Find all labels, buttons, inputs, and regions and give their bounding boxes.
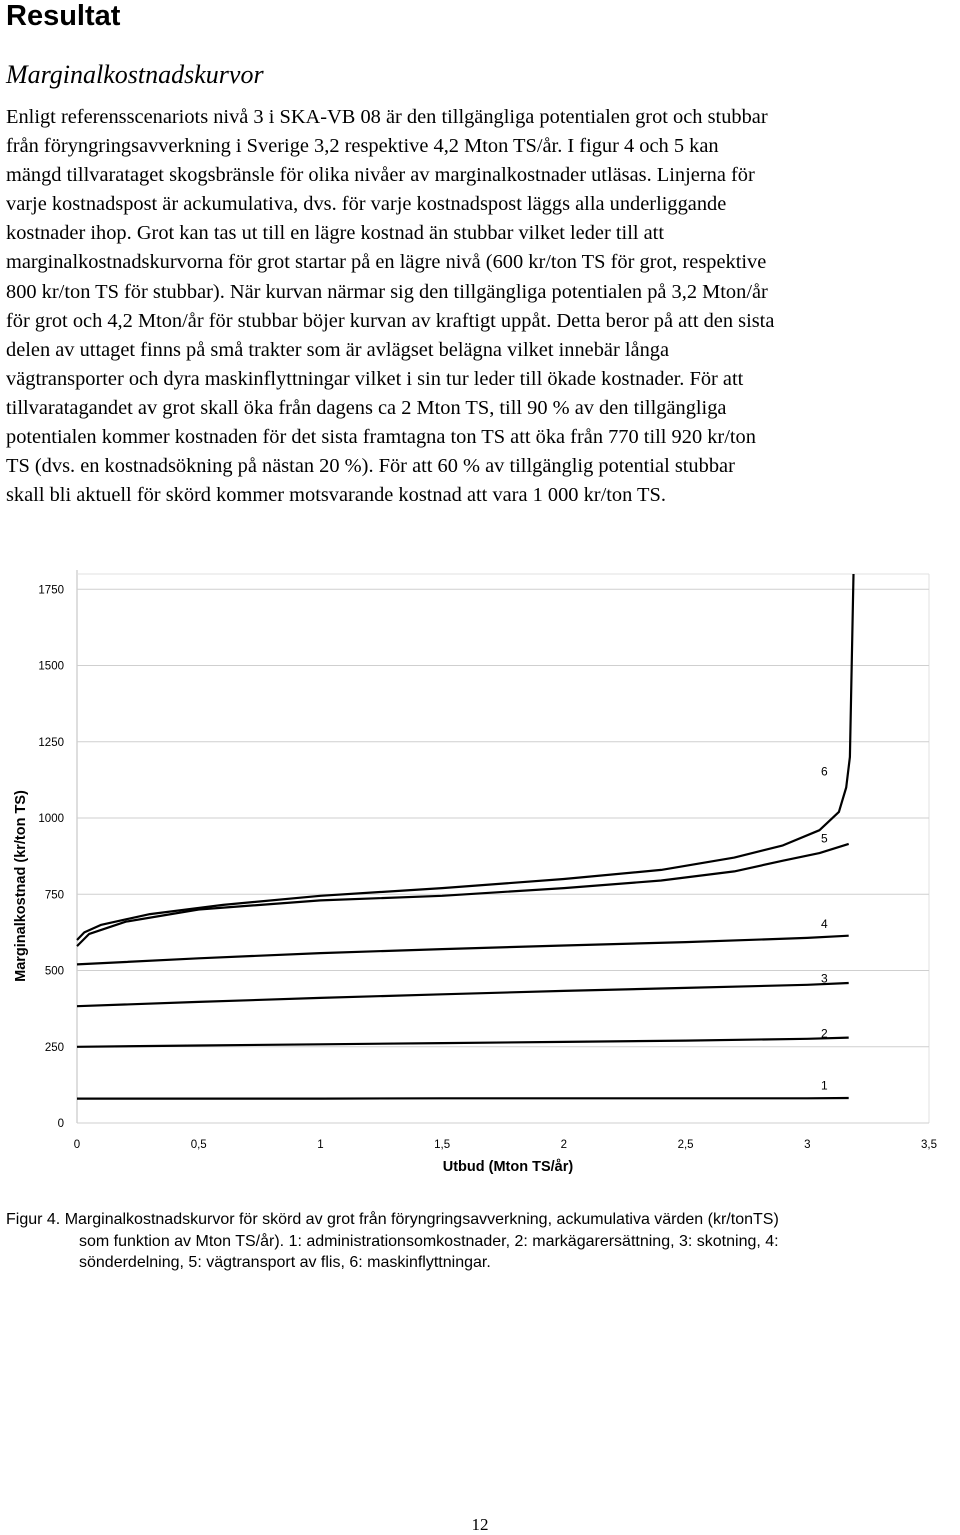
y-tick-label: 1000	[38, 813, 64, 825]
paragraph-line: delen av uttaget finns på små trakter som är avlägset belägna vilket innebär långa	[6, 338, 670, 361]
paragraph-line: marginalkostnadskurvorna för grot startar på en lägre nivå (600 kr/ton TS för grot, respektive	[6, 251, 767, 274]
y-tick-label: 1250	[38, 736, 64, 749]
paragraph-line: varje kostnadspost är ackumulativa, dvs. för varje kostnadspost läggs alla underliggande	[6, 193, 727, 216]
series-label-3: 3	[820, 971, 828, 986]
x-axis-label: Utbud (Mton TS/år)	[442, 1159, 574, 1175]
plot-frame	[77, 570, 929, 1123]
page-number: 12	[471, 1515, 489, 1534]
subsection-title: Marginalkostnadskurvor	[6, 60, 264, 89]
y-tick-label: 750	[44, 889, 64, 902]
y-tick-label: 1750	[38, 584, 64, 597]
paragraph-line: skall bli aktuell för skörd kommer motsvarande kostnad att vara 1 000 kr/ton TS.	[6, 484, 666, 507]
x-tick-label: 3,5	[921, 1139, 937, 1151]
paragraph-line: kostnader ihop. Grot kan tas ut till en lägre kostnad än stubbar vilket leder till att	[6, 222, 665, 245]
chart-series	[77, 574, 854, 1099]
series-label-6: 6	[820, 764, 828, 779]
series-labels	[821, 764, 828, 1092]
series-line-2	[77, 1038, 849, 1047]
paragraph-line: från föryngringsavverkning i Sverige 3,2 respektive 4,2 Mton TS/år. I figur 4 och 5 kan	[6, 135, 719, 158]
y-tick-label: 250	[44, 1041, 64, 1054]
y-tick-label: 0	[57, 1118, 64, 1130]
series-line-1	[77, 1098, 849, 1099]
figure-caption	[6, 1209, 956, 1274]
body-paragraph	[6, 103, 956, 510]
caption-line: sönderdelning, 5: vägtransport av flis, 6: maskinflyttningar.	[79, 1254, 491, 1271]
y-axis-label: Marginalkostnad (kr/ton TS)	[13, 790, 29, 982]
caption-line: Figur 4. Marginalkostnadskurvor för skörd av grot från föryngringsavverkning, ackumulativa värden (kr/tonTS)	[6, 1211, 779, 1228]
x-tick-label: 2,5	[677, 1139, 694, 1151]
paragraph-line: vägtransporter och dyra maskinflyttningar vilket i sin tur leder till ökade kostnader. För att	[6, 367, 744, 390]
paragraph-line: för grot och 4,2 Mton/år för stubbar böjer kurvan av kraftigt uppåt. Detta beror på att den sista	[6, 309, 775, 332]
x-tick-label: 2	[560, 1139, 568, 1151]
paragraph-line: potentialen kommer kostnaden för det sista framtagna ton TS att öka från 770 till 920 kr/ton	[6, 426, 756, 449]
series-label-2: 2	[820, 1026, 828, 1041]
paragraph-line: 800 kr/ton TS för stubbar). När kurvan närmar sig den tillgängliga potentialen på 3,2 Mton/år	[6, 280, 768, 303]
marginal-cost-chart	[0, 568, 960, 1188]
series-line-4	[77, 936, 849, 965]
series-line-6	[77, 574, 854, 940]
x-tick-label: 1	[317, 1139, 324, 1151]
paragraph-line: mängd tillvarataget skogsbränsle för olika nivåer av marginalkostnader utläsas. Linjerna för	[6, 164, 755, 187]
caption-line: som funktion av Mton TS/år). 1: administrationsomkostnader, 2: markägarersättning, 3: skotning, 4:	[79, 1232, 779, 1250]
chart-svg	[0, 568, 960, 1188]
y-tick-label: 500	[44, 965, 64, 978]
y-tick-labels	[38, 584, 64, 1130]
y-tick-label: 1500	[38, 660, 64, 673]
x-tick-labels	[74, 1139, 937, 1151]
paragraph-line: Enligt referensscenariots nivå 3 i SKA-VB 08 är den tillgängliga potentialen grot och stubbar	[6, 106, 768, 128]
series-label-1: 1	[820, 1078, 828, 1093]
x-tick-label: 0	[73, 1139, 81, 1151]
x-tick-label: 0,5	[190, 1139, 207, 1151]
x-tick-label: 3	[804, 1139, 811, 1151]
x-tick-label: 1,5	[434, 1139, 451, 1151]
series-line-5	[77, 844, 849, 946]
paragraph-line: TS (dvs. en kostnadsökning på nästan 20 %). För att 60 % av tillgänglig potential stubbar	[6, 455, 735, 478]
series-label-4: 4	[820, 916, 828, 931]
series-line-3	[77, 983, 849, 1006]
series-label-5: 5	[820, 831, 828, 846]
paragraph-line: tillvaratagandet av grot skall öka från dagens ca 2 Mton TS, till 90 % av den tillgängliga	[6, 396, 727, 419]
section-title: Resultat	[6, 0, 121, 32]
